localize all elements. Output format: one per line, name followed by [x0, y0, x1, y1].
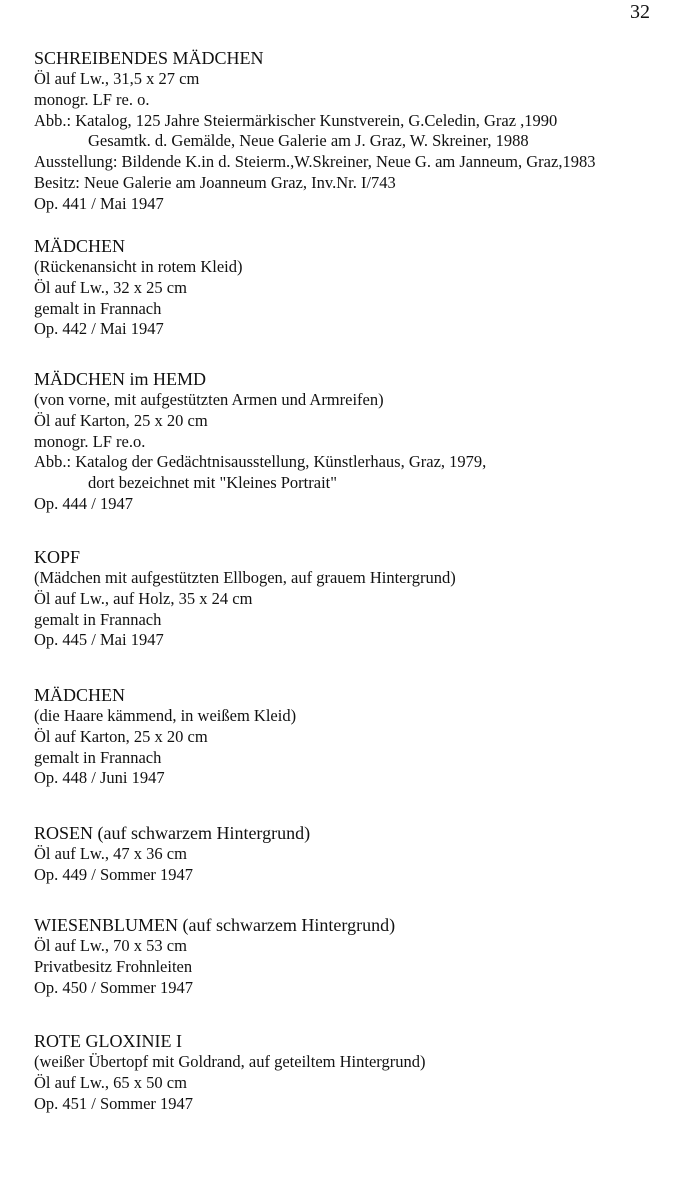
entry-line: Op. 451 / Sommer 1947 — [34, 1093, 194, 1113]
entry-line: Öl auf Lw., 32 x 25 cm — [34, 277, 187, 297]
entry-line: Op. 448 / Juni 1947 — [34, 768, 165, 788]
entry-line: Öl auf Karton, 25 x 20 cm — [34, 726, 208, 746]
entry-line: Ausstellung: Bildende K.in d. Steierm.,W.Skreiner, Neue G. am Janneum, Graz,1983 — [34, 152, 596, 172]
entry-line: dort bezeichnet mit "Kleines Portrait" — [88, 473, 337, 493]
entry-line: gemalt in Frannach — [34, 298, 162, 318]
entry-line: Op. 442 / Mai 1947 — [34, 319, 164, 339]
entry-title: WIESENBLUMEN (auf schwarzem Hintergrund) — [34, 915, 396, 935]
catalog-entry — [34, 47, 674, 215]
entry-line: Abb.: Katalog der Gedächtnisausstellung, Künstlerhaus, Graz, 1979, — [34, 452, 487, 472]
entry-title: MÄDCHEN — [34, 685, 126, 705]
catalog-entry — [34, 235, 674, 340]
entry-line: Op. 450 / Sommer 1947 — [34, 977, 194, 997]
entry-line: Gesamtk. d. Gemälde, Neue Galerie am J. Graz, W. Skreiner, 1988 — [88, 131, 529, 151]
entry-line: (die Haare kämmend, in weißem Kleid) — [34, 706, 297, 725]
entry-title: MÄDCHEN — [34, 236, 126, 256]
entry-line: Öl auf Lw., 70 x 53 cm — [34, 936, 187, 955]
catalog-entry — [34, 368, 674, 515]
entry-line: (Mädchen mit aufgestützten Ellbogen, auf grauem Hintergrund) — [34, 568, 456, 587]
page-number: 32 — [630, 1, 650, 23]
entry-line: Op. 445 / Mai 1947 — [34, 630, 164, 650]
entry-line: Privatbesitz Frohnleiten — [34, 956, 193, 976]
entry-line: monogr. LF re. o. — [34, 89, 150, 109]
entry-line: monogr. LF re.o. — [34, 431, 146, 451]
entry-line: Abb.: Katalog, 125 Jahre Steiermärkischer Kunstverein, G.Celedin, Graz ,1990 — [34, 110, 558, 130]
catalog-entry — [34, 546, 674, 651]
entry-title: SCHREIBENDES MÄDCHEN — [34, 48, 264, 68]
entry-line: gemalt in Frannach — [34, 747, 162, 767]
entry-line: (von vorne, mit aufgestützten Armen und Armreifen) — [34, 390, 384, 409]
entry-title: ROTE GLOXINIE I — [34, 1031, 182, 1051]
entry-line: Op. 449 / Sommer 1947 — [34, 864, 194, 884]
entry-line: Besitz: Neue Galerie am Joanneum Graz, Inv.Nr. I/743 — [34, 172, 396, 192]
entry-line: (Rückenansicht in rotem Kleid) — [34, 257, 243, 276]
entry-line: gemalt in Frannach — [34, 609, 162, 629]
entry-title: MÄDCHEN im HEMD — [34, 369, 207, 389]
entry-title: KOPF — [34, 547, 81, 567]
entry-line: Öl auf Lw., 65 x 50 cm — [34, 1072, 187, 1092]
entry-title: ROSEN (auf schwarzem Hintergrund) — [34, 823, 311, 843]
entry-line: Öl auf Karton, 25 x 20 cm — [34, 410, 208, 430]
entry-line: Op. 444 / 1947 — [34, 493, 133, 513]
entry-line: Öl auf Lw., 31,5 x 27 cm — [34, 69, 200, 88]
catalog-entry — [34, 822, 674, 886]
catalog-entry — [34, 1030, 674, 1114]
entry-line: Öl auf Lw., 47 x 36 cm — [34, 844, 187, 863]
entry-line: Öl auf Lw., auf Holz, 35 x 24 cm — [34, 588, 253, 608]
entry-line: (weißer Übertopf mit Goldrand, auf geteiltem Hintergrund) — [34, 1052, 426, 1071]
catalog-entry — [34, 914, 674, 998]
catalog-entry — [34, 684, 674, 789]
entry-line: Op. 441 / Mai 1947 — [34, 193, 164, 213]
